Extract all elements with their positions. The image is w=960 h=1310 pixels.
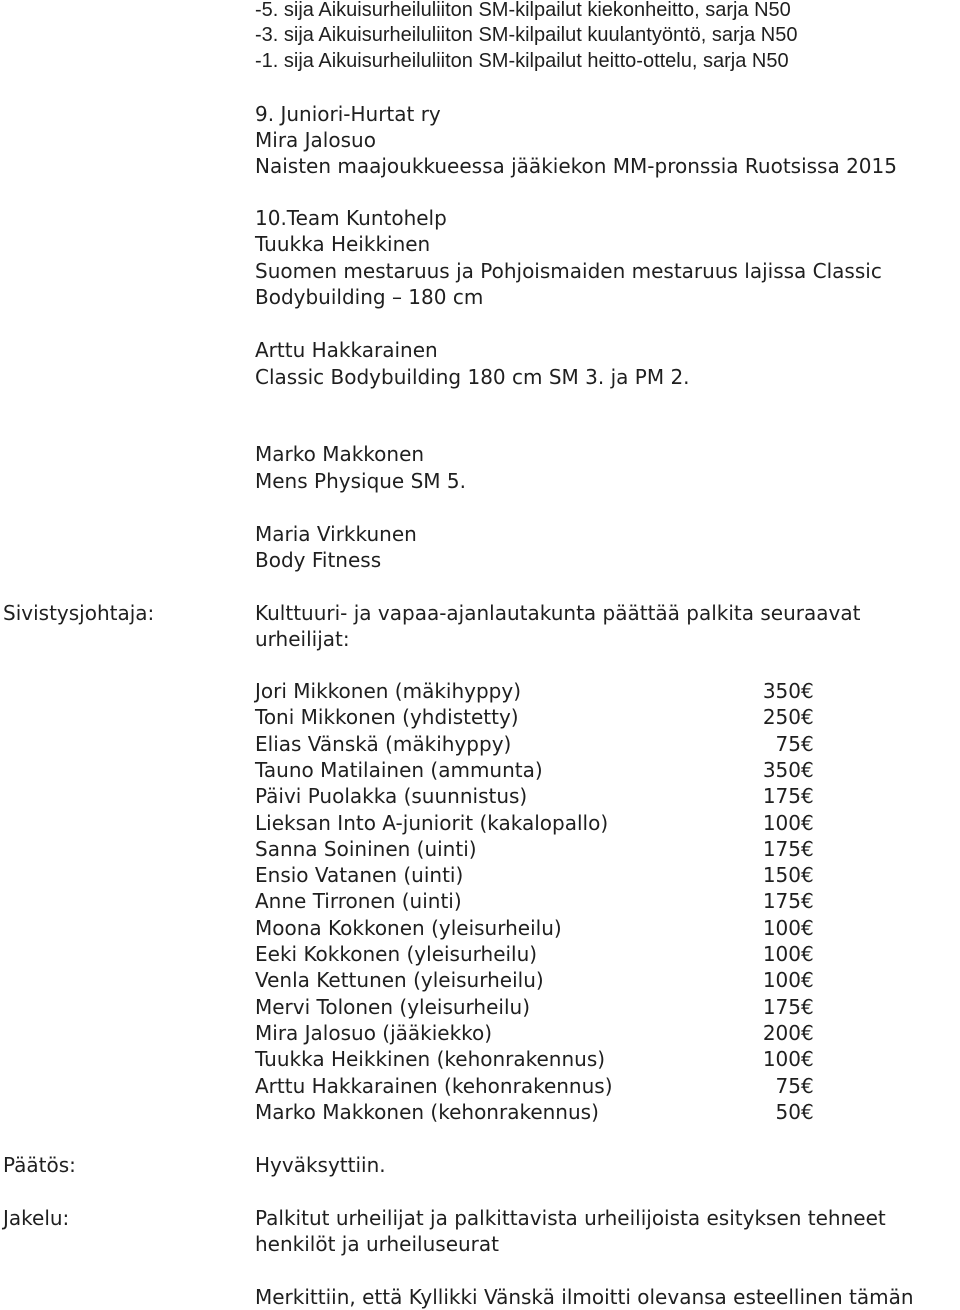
award-recipient: Marko Makkonen (kehonrakennus) [255, 1100, 599, 1124]
award-amount-cell [763, 1020, 815, 1046]
note-text: Merkittiin, että Kyllikki Vänskä ilmoitti olevansa esteellinen tämän [255, 1285, 914, 1309]
athlete-4-achievement: Body Fitness [255, 548, 382, 572]
euro-sign: € [801, 889, 814, 913]
award-recipient: Mira Jalosuo (jääkiekko) [255, 1021, 493, 1045]
section-9-achievement: Naisten maajoukkueessa jääkiekon MM-pronssia Ruotsissa 2015 [255, 154, 897, 178]
athlete-3-achievement: Mens Physique SM 5. [255, 469, 466, 493]
award-amount-cell [763, 678, 815, 704]
award-amount-cell [763, 836, 815, 862]
award-amount-cell [763, 1046, 815, 1072]
award-row [255, 836, 815, 862]
euro-sign: € [801, 863, 814, 887]
award-row [255, 678, 815, 704]
award-amount-cell [776, 731, 815, 757]
award-amount-cell [776, 1073, 815, 1099]
award-recipient: Elias Vänskä (mäkihyppy) [255, 732, 512, 756]
euro-sign: € [801, 1074, 814, 1098]
athlete-4-name: Maria Virkkunen [255, 522, 417, 546]
award-recipient: Jori Mikkonen (mäkihyppy) [255, 679, 522, 703]
award-amount-cell [763, 941, 815, 967]
award-row [255, 1099, 815, 1125]
award-row [255, 967, 815, 993]
award-recipient: Eeki Kokkonen (yleisurheilu) [255, 942, 538, 966]
award-amount-cell [763, 783, 815, 809]
award-recipient: Anne Tirronen (uinti) [255, 889, 462, 913]
euro-sign: € [801, 837, 814, 861]
award-amount-cell [763, 862, 815, 888]
athlete-3-name: Marko Makkonen [255, 442, 425, 466]
award-recipient: Sanna Soininen (uinti) [255, 837, 477, 861]
award-amount: 175 [762, 837, 801, 861]
award-row [255, 783, 815, 809]
distribution-text-line-1: Palkitut urheilijat ja palkittavista urheilijoista esityksen tehneet [255, 1206, 886, 1230]
proposal-text-line-2: urheilijat: [255, 627, 350, 651]
award-amount: 175 [762, 784, 801, 808]
award-amount-cell [763, 757, 815, 783]
proposal-label: Sivistysjohtaja: [3, 601, 155, 625]
award-recipient: Moona Kokkonen (yleisurheilu) [255, 916, 562, 940]
euro-sign: € [801, 705, 814, 729]
award-recipient: Ensio Vatanen (uinti) [255, 863, 464, 887]
award-recipient: Lieksan Into A-juniorit (kakalopallo) [255, 811, 609, 835]
euro-sign: € [801, 1100, 814, 1124]
distribution-label: Jakelu: [3, 1206, 70, 1230]
athlete-2-achievement: Classic Bodybuilding 180 cm SM 3. ja PM 2. [255, 365, 690, 389]
award-amount: 100 [762, 968, 801, 992]
award-amount: 100 [762, 916, 801, 940]
award-row [255, 810, 815, 836]
euro-sign: € [801, 679, 814, 703]
award-amount: 100 [762, 1047, 801, 1071]
award-row [255, 1020, 815, 1046]
decision-text: Hyväksyttiin. [255, 1153, 386, 1177]
award-amount: 175 [762, 889, 801, 913]
award-recipient: Tuukka Heikkinen (kehonrakennus) [255, 1047, 606, 1071]
euro-sign: € [801, 995, 814, 1019]
award-recipient: Venla Kettunen (yleisurheilu) [255, 968, 544, 992]
award-recipient: Mervi Tolonen (yleisurheilu) [255, 995, 530, 1019]
award-row [255, 915, 815, 941]
award-amount: 75 [775, 732, 801, 756]
award-row [255, 888, 815, 914]
euro-sign: € [801, 758, 814, 782]
euro-sign: € [801, 1047, 814, 1071]
award-recipient: Toni Mikkonen (yhdistetty) [255, 705, 519, 729]
award-amount: 50 [775, 1100, 801, 1124]
euro-sign: € [801, 784, 814, 808]
euro-sign: € [801, 732, 814, 756]
euro-sign: € [801, 811, 814, 835]
euro-sign: € [801, 968, 814, 992]
award-amount-cell [763, 915, 815, 941]
award-amount: 350 [762, 758, 801, 782]
section-9-athlete-name: Mira Jalosuo [255, 128, 376, 152]
award-amount-cell [763, 967, 815, 993]
section-10-heading: 10.Team Kuntohelp [255, 206, 447, 230]
athlete-1-achievement-line-2: Bodybuilding – 180 cm [255, 285, 484, 309]
award-row [255, 1073, 815, 1099]
award-amount: 350 [762, 679, 801, 703]
decision-label: Päätös: [3, 1153, 76, 1177]
award-row [255, 994, 815, 1020]
athlete-1-name: Tuukka Heikkinen [255, 232, 431, 256]
award-row [255, 862, 815, 888]
award-recipient: Arttu Hakkarainen (kehonrakennus) [255, 1074, 613, 1098]
award-amount: 100 [762, 811, 801, 835]
award-amount-cell [763, 704, 815, 730]
award-amount: 75 [775, 1074, 801, 1098]
award-row [255, 941, 815, 967]
award-amount-cell [776, 1099, 815, 1125]
award-row [255, 704, 815, 730]
award-amount: 100 [762, 942, 801, 966]
distribution-text-line-2: henkilöt ja urheiluseurat [255, 1232, 499, 1256]
award-amount: 200 [762, 1021, 801, 1045]
award-amount: 250 [762, 705, 801, 729]
award-amount-cell [763, 810, 815, 836]
award-amount-cell [763, 994, 815, 1020]
athlete-1-achievement-line-1: Suomen mestaruus ja Pohjoismaiden mestaruus lajissa Classic [255, 259, 882, 283]
result-line-1: -5. sija Aikuisurheiluliiton SM-kilpailut kiekonheitto, sarja N50 [255, 0, 791, 21]
section-9-heading: 9. Juniori-Hurtat ry [255, 102, 441, 126]
award-row [255, 1046, 815, 1072]
award-amount-cell [763, 888, 815, 914]
award-row [255, 757, 815, 783]
result-line-2: -3. sija Aikuisurheiluliiton SM-kilpailut kuulantyöntö, sarja N50 [255, 24, 798, 46]
proposal-text-line-1: Kulttuuri- ja vapaa-ajanlautakunta päättää palkita seuraavat [255, 601, 861, 625]
award-recipient: Tauno Matilainen (ammunta) [255, 758, 543, 782]
award-amount: 150 [762, 863, 801, 887]
athlete-2-name: Arttu Hakkarainen [255, 338, 438, 362]
euro-sign: € [801, 916, 814, 940]
euro-sign: € [801, 1021, 814, 1045]
award-recipient: Päivi Puolakka (suunnistus) [255, 784, 528, 808]
euro-sign: € [801, 942, 814, 966]
award-amount: 175 [762, 995, 801, 1019]
result-line-3: -1. sija Aikuisurheiluliiton SM-kilpailut heitto-ottelu, sarja N50 [255, 50, 789, 72]
award-row [255, 731, 815, 757]
